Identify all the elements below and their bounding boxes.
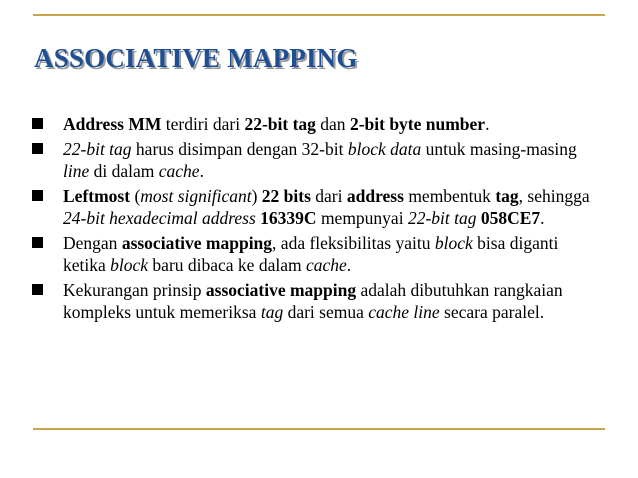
text-segment: 058CE7	[480, 208, 541, 228]
text-segment: membentuk	[403, 186, 496, 206]
top-rule	[33, 14, 605, 16]
text-segment: address	[346, 186, 404, 206]
text-segment: untuk masing-masing	[421, 139, 577, 159]
text-segment: )	[251, 186, 262, 206]
text-segment: block data	[347, 139, 422, 159]
text-segment: block	[434, 233, 473, 253]
text-segment: Address MM	[63, 114, 162, 134]
text-segment: dari semua	[283, 302, 369, 322]
text-segment: cache	[158, 161, 200, 181]
bullet-text	[63, 139, 577, 181]
square-bullet-icon	[32, 190, 43, 201]
square-bullet-icon	[32, 284, 43, 295]
text-segment: cache line	[368, 302, 440, 322]
bullet-item	[32, 185, 592, 229]
square-bullet-icon	[32, 118, 43, 129]
bullet-text	[63, 280, 563, 322]
text-segment: 22-bit tag	[63, 139, 132, 159]
text-segment: .	[540, 208, 545, 228]
square-bullet-icon	[32, 143, 43, 154]
text-segment: .	[199, 161, 204, 181]
text-segment: 22-bit tag	[407, 208, 477, 228]
text-segment: 16339C	[260, 208, 317, 228]
bullet-text	[63, 186, 590, 228]
bullet-item	[32, 232, 592, 276]
text-segment: 22-bit tag	[244, 114, 316, 134]
text-segment: adalah dibutuhkan rangkaian kompleks untuk memeriksa	[63, 280, 563, 322]
text-segment: associative mapping	[205, 280, 357, 300]
bullet-item	[32, 279, 592, 323]
text-segment: bisa diganti ketika	[63, 233, 559, 275]
text-segment: harus disimpan dengan 32-bit	[131, 139, 348, 159]
text-segment: associative mapping	[121, 233, 273, 253]
bullet-item	[32, 138, 592, 182]
text-segment: dari	[310, 186, 347, 206]
text-segment: tag	[260, 302, 284, 322]
text-segment: di dalam	[89, 161, 159, 181]
bullet-item	[32, 113, 592, 135]
text-segment: line	[63, 161, 90, 181]
text-segment: 24-bit hexadecimal address	[63, 208, 256, 228]
text-segment: Leftmost	[63, 186, 131, 206]
text-segment: block	[110, 255, 149, 275]
text-segment: tag	[495, 186, 519, 206]
text-segment: terdiri dari	[161, 114, 245, 134]
text-segment: , ada fleksibilitas yaitu	[272, 233, 435, 253]
square-bullet-icon	[32, 237, 43, 248]
text-segment: 2-bit byte number	[349, 114, 486, 134]
text-segment: secara paralel.	[439, 302, 545, 322]
text-segment: (	[130, 186, 141, 206]
bullet-list	[32, 113, 592, 326]
text-segment: Kekurangan prinsip	[63, 280, 206, 300]
bottom-rule	[33, 428, 605, 430]
bullet-text	[63, 233, 558, 275]
text-segment: .	[346, 255, 352, 275]
text-segment: , sehingga	[518, 186, 590, 206]
text-segment: cache	[305, 255, 347, 275]
text-segment: Dengan	[63, 233, 122, 253]
text-segment: baru dibaca ke dalam	[148, 255, 306, 275]
text-segment: dan	[315, 114, 350, 134]
text-segment: most significant	[140, 186, 252, 206]
text-segment: mempunyai	[316, 208, 408, 228]
bullet-text	[63, 114, 489, 134]
slide-title: ASSOCIATIVE MAPPING	[34, 43, 358, 73]
text-segment: .	[485, 114, 490, 134]
text-segment: 22 bits	[261, 186, 311, 206]
